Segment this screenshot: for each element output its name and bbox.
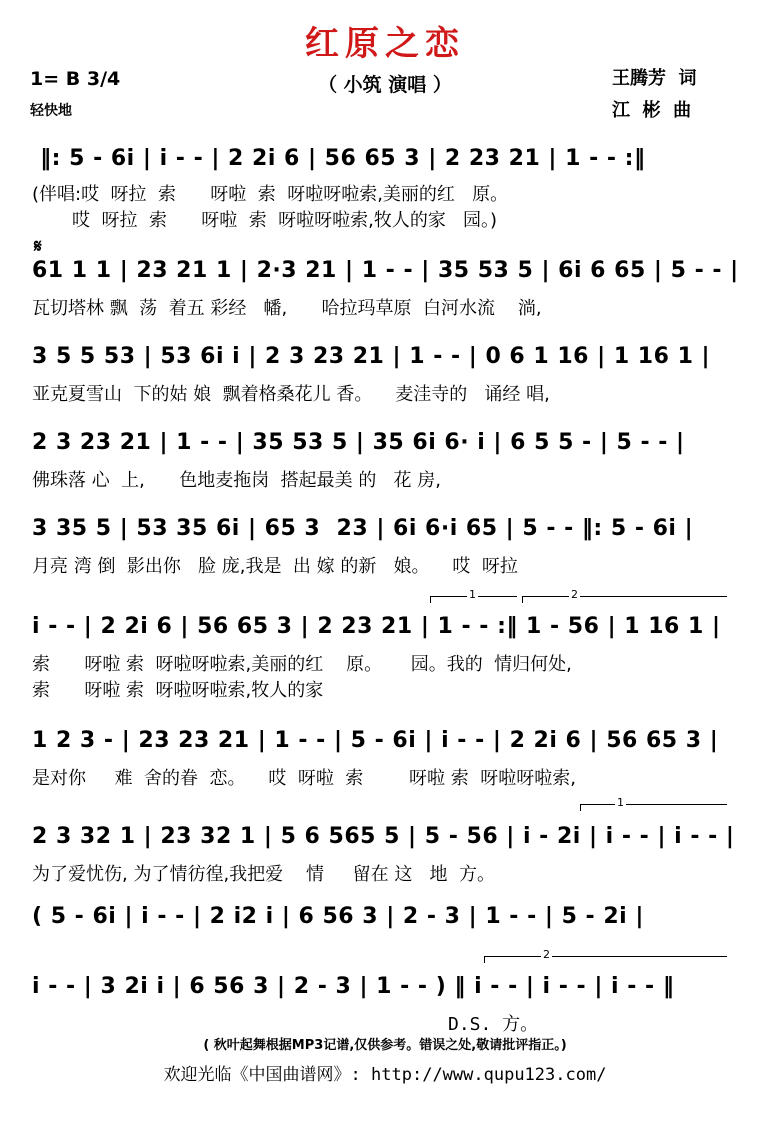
lyric-line: 佛珠落 心 上, 色地麦拖岗 搭起最美 的 花 房, — [32, 470, 441, 491]
volta-number: 2 — [571, 588, 578, 601]
notation-line: i - - | 2 2i 6 | 56 65 3 | 2 23 21 | 1 - - :‖ 1 - 56 | 1 16 1 | — [32, 614, 721, 639]
lyric-line: 月亮 湾 倒 影出你 脸 庞,我是 出 嫁 的新 娘。 哎 呀拉 — [32, 556, 518, 577]
key-signature: 1= B 3/4 — [30, 68, 121, 90]
volta-bracket — [580, 796, 727, 811]
volta-number: 1 — [469, 588, 476, 601]
notation-line: ‖: 5 - 6i | i - - | 2 2i 6 | 56 65 3 | 2 23 21 | 1 - - :‖ — [32, 146, 646, 171]
da-segno-marking: D.S. 方。 — [448, 1014, 539, 1035]
singer-credit: （ 小筑 演唱 ） — [318, 74, 452, 96]
lyricist-credit: 王腾芳 词 — [612, 68, 697, 89]
volta-number: 1 — [617, 796, 624, 809]
volta-number: 2 — [543, 948, 550, 961]
notation-line: i - - | 3 2i i | 6 56 3 | 2 - 3 | 1 - - ) ‖ i - - | i - - | i - - ‖ — [32, 974, 675, 999]
song-title: 红原之恋 — [305, 24, 465, 64]
lyric-line: 亚克夏雪山 下的姑 娘 飘着格桑花儿 香。 麦洼寺的 诵经 唱, — [32, 384, 550, 405]
notation-line: ( 5 - 6i | i - - | 2 i2 i | 6 56 3 | 2 - 3 | 1 - - | 5 - 2i | — [32, 904, 644, 929]
volta-bracket — [522, 588, 727, 603]
lyric-line: (伴唱:哎 呀拉 索 呀啦 索 呀啦呀啦索,美丽的红 原。 — [32, 184, 509, 205]
notation-line: 3 5 5 53 | 53 6i i | 2 3 23 21 | 1 - - | 0 6 1 16 | 1 16 1 | — [32, 344, 711, 369]
transcription-note: ( 秋叶起舞根据MP3记谱,仅供参考。错误之处,敬请批评指正。) — [203, 1038, 567, 1053]
notation-line: 2 3 32 1 | 23 32 1 | 5 6 565 5 | 5 - 56 | i - 2i | i - - | i - - | — [32, 824, 735, 849]
lyric-line: 为了爱忧伤, 为了情彷徨,我把爱 情 留在 这 地 方。 — [32, 864, 495, 885]
site-credit: 欢迎光临《中国曲谱网》: http://www.qupu123.com/ — [163, 1065, 607, 1085]
notation-line: 1 2 3 - | 23 23 21 | 1 - - | 5 - 6i | i - - | 2 2i 6 | 56 65 3 | — [32, 728, 719, 753]
tempo-marking: 轻快地 — [30, 103, 72, 119]
lyric-line: 是对你 难 舍的眷 恋。 哎 呀啦 索 呀啦 索 呀啦呀啦索, — [32, 768, 576, 789]
lyric-line: 瓦切塔林 飘 荡 着五 彩经 幡, 哈拉玛草原 白河水流 淌, — [32, 298, 542, 319]
composer-credit: 江 彬 曲 — [612, 100, 692, 121]
notation-line: 61 1 1 | 23 21 1 | 2·3 21 | 1 - - | 35 53 5 | 6i 6 65 | 5 - - | — [32, 258, 739, 283]
notation-line: 2 3 23 21 | 1 - - | 35 53 5 | 35 6i 6· i | 6 5 5 - | 5 - - | — [32, 430, 685, 455]
volta-bracket — [430, 588, 517, 603]
volta-bracket — [484, 948, 727, 963]
lyric-line: 索 呀啦 索 呀啦呀啦索,牧人的家 — [32, 680, 324, 701]
notation-line: 3 35 5 | 53 35 6i | 65 3 23 | 6i 6·i 65 | 5 - - ‖: 5 - 6i | — [32, 516, 694, 541]
segno-icon: 𝄋 — [34, 236, 42, 257]
lyric-line: 索 呀啦 索 呀啦呀啦索,美丽的红 原。 园。我的 情归何处, — [32, 654, 572, 675]
lyric-line: 哎 呀拉 索 呀啦 索 呀啦呀啦索,牧人的家 园。) — [32, 210, 498, 231]
